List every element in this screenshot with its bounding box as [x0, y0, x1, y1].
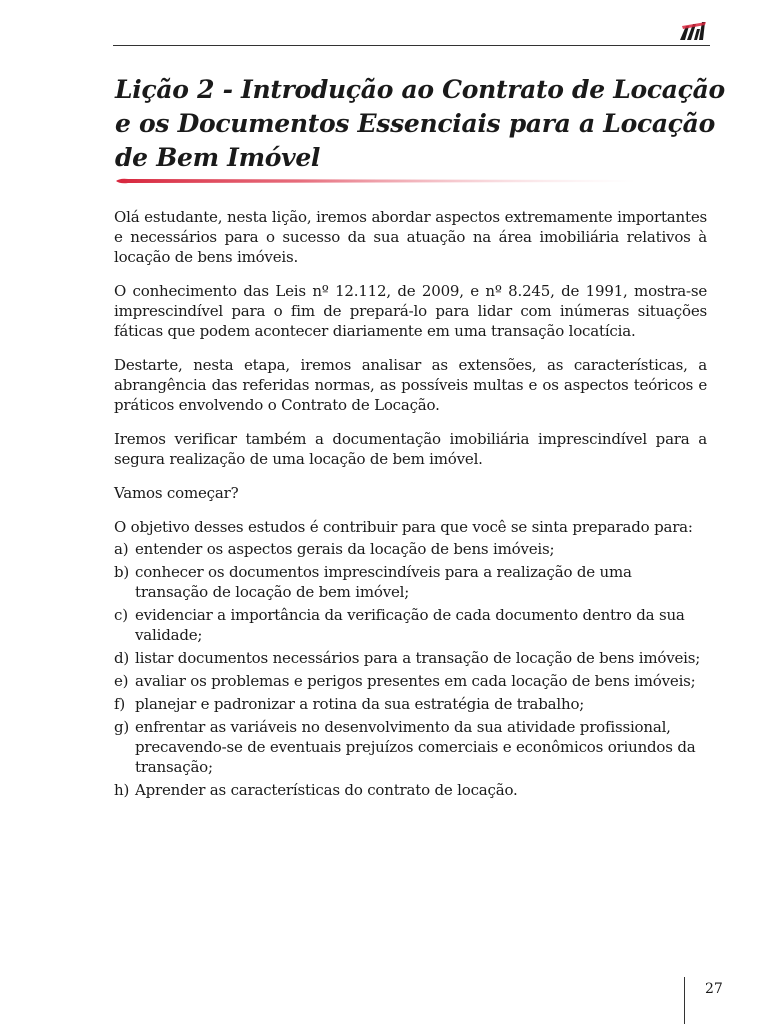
objectives-list — [114, 539, 707, 800]
list-item-text: Aprender as características do contrato de locação. — [135, 781, 518, 799]
list-item-text: enfrentar as variáveis no desenvolvimento da sua atividade profissional, precavendo-se de eventuais prejuízos comerciais e econômicos oriundos da transação; — [135, 718, 696, 776]
header-rule — [113, 45, 710, 46]
list-item-text: entender os aspectos gerais da locação de bens imóveis; — [135, 540, 555, 558]
list-item — [114, 717, 707, 777]
list-item-text: planejar e padronizar a rotina da sua estratégia de trabalho; — [135, 695, 585, 713]
list-item-letter: c) — [114, 606, 128, 624]
title-accent-underline — [116, 178, 636, 184]
list-item-letter: d) — [114, 649, 130, 667]
page-number: 27 — [705, 981, 723, 997]
list-item-letter: f) — [114, 695, 126, 713]
list-item-text: conhecer os documentos imprescindíveis para a realização de uma transação de locação de bem imóvel; — [135, 563, 632, 601]
analysis-paragraph: Destarte, nesta etapa, iremos analisar as extensões, as características, a abrangência das referidas normas, as possíveis multas e os aspectos teóricos e práticos envolvendo o Contrato de Locação. — [114, 356, 707, 414]
list-item — [114, 780, 707, 800]
documentation-paragraph: Iremos verificar também a documentação imobiliária imprescindível para a segura realização de uma locação de bem imóvel. — [114, 430, 707, 468]
list-item — [114, 694, 707, 714]
list-item-letter: h) — [114, 781, 130, 799]
objective-intro-paragraph: O objetivo desses estudos é contribuir para que você se sinta preparado para: — [114, 518, 693, 536]
laws-paragraph: O conhecimento das Leis nº 12.112, de 2009, e nº 8.245, de 1991, mostra-se imprescindível para o fim de prepará-lo para lidar com inúmeras situações fáticas que podem acontecer diariamente em uma transação locatícia. — [114, 282, 707, 340]
list-item-text: listar documentos necessários para a transação de locação de bens imóveis; — [135, 649, 701, 667]
list-item — [114, 539, 707, 559]
list-item-letter: b) — [114, 563, 130, 581]
start-paragraph: Vamos começar? — [114, 484, 239, 502]
list-item-text: evidenciar a importância da verificação de cada documento dentro da sua validade; — [135, 606, 685, 644]
list-item-letter: a) — [114, 540, 129, 558]
lesson-body — [114, 207, 707, 803]
footer-rule — [684, 977, 685, 1024]
intro-paragraph: Olá estudante, nesta lição, iremos abordar aspectos extremamente importantes e necessários para o sucesso da sua atuação na área imobiliária relativos à locação de bens imóveis. — [114, 208, 707, 266]
list-item — [114, 671, 707, 691]
list-item — [114, 605, 707, 645]
page-title: Lição 2 - Introdução ao Contrato de Locação e os Documentos Essenciais para a Locação de Bem Imóvel — [115, 75, 725, 172]
list-item-letter: e) — [114, 672, 129, 690]
list-item — [114, 648, 707, 668]
list-item — [114, 562, 707, 602]
publisher-logo-icon — [678, 20, 708, 42]
list-item-text: avaliar os problemas e perigos presentes em cada locação de bens imóveis; — [135, 672, 696, 690]
list-item-letter: g) — [114, 718, 130, 736]
